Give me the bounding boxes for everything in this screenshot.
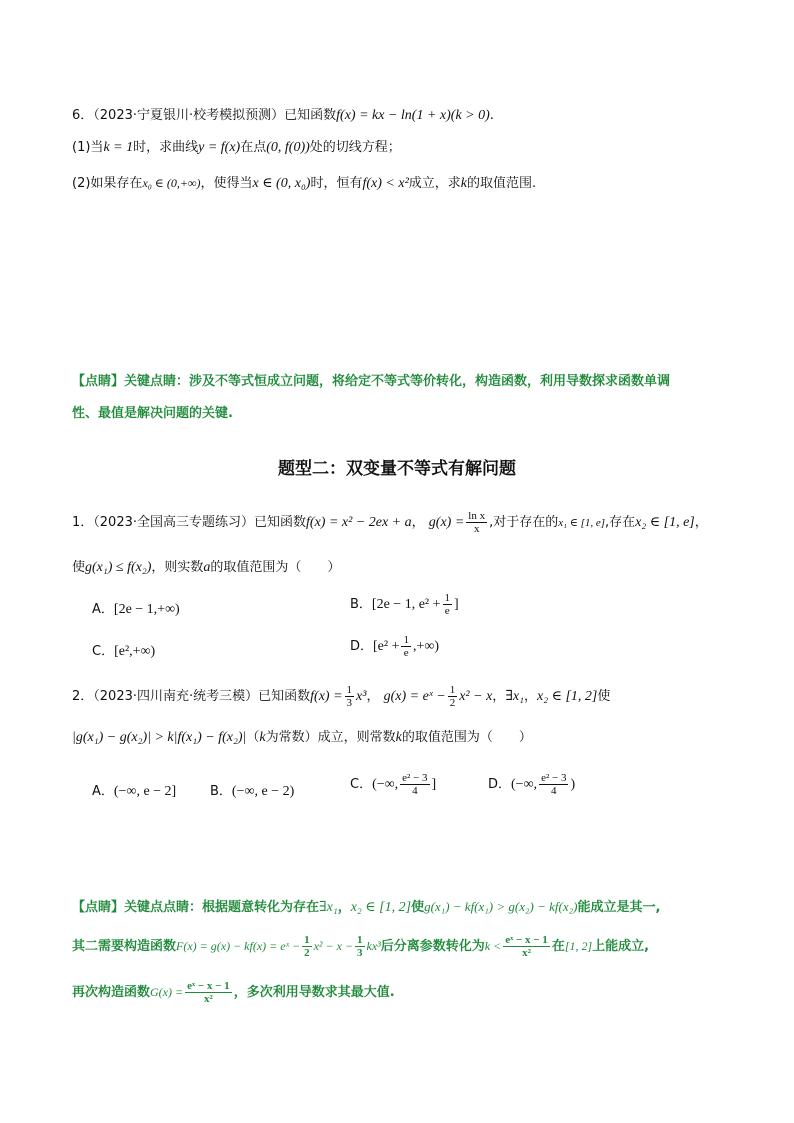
math: F(x) = g(x) − kf(x) = eˣ − [176, 939, 301, 953]
text: ， [366, 689, 380, 704]
math: ∃x₁ [319, 900, 338, 915]
math: g(x₁) ≤ f(x₂) [85, 560, 152, 575]
fraction [443, 592, 453, 617]
numerator: 1 [403, 634, 409, 646]
q6-stem [72, 104, 494, 124]
math: g(x) = eˣ − [383, 689, 446, 704]
fraction [345, 684, 355, 709]
option-text: ,+∞) [412, 639, 440, 654]
math: [1, 2] [564, 939, 593, 953]
q1-line2 [72, 556, 340, 576]
math: k [395, 730, 402, 745]
denominator: e [444, 605, 450, 617]
math: x₂ ∈ [1, e] [635, 515, 695, 530]
denominator: 3 [346, 697, 353, 709]
text: 的取值范围为（ ） [210, 560, 341, 575]
math: y = f(x) [198, 140, 241, 155]
text: 处的切线方程； [309, 140, 401, 155]
option-text: [2e − 1,+∞) [113, 602, 180, 617]
text: 为常数）成立，则常数 [265, 730, 396, 745]
fraction [401, 634, 411, 659]
denominator: 2 [449, 697, 456, 709]
text: 当 [90, 140, 104, 155]
numerator: eˣ − x − 1 [187, 980, 230, 992]
fraction [539, 772, 568, 797]
math: f(x) < x² [362, 176, 409, 191]
tip1-line1: 【点睛】关键点睛：涉及不等式恒成立问题，将给定不等式等价转化，构造函数，利用导数探求函数单调 [72, 374, 671, 389]
q6-part1 [72, 136, 401, 156]
text: 在 [551, 939, 565, 954]
numerator: 1 [357, 934, 363, 946]
q1-option-c[interactable] [92, 640, 155, 660]
q1-stem [72, 510, 708, 535]
part-label: (2) [72, 176, 91, 191]
math: x² − x [459, 689, 493, 704]
text: ， [411, 515, 425, 530]
fraction [355, 934, 365, 959]
option-label: B． [210, 784, 232, 799]
math: kx³ [366, 939, 381, 953]
option-text: [e² + [373, 639, 400, 654]
text: 使 [411, 900, 425, 915]
function-expr: f(x) = kx − ln(1 + x)(k > 0) [336, 108, 490, 123]
text: 如果存在 [90, 176, 143, 191]
text: 使 [597, 689, 611, 704]
numerator: 1 [346, 684, 353, 696]
fraction [466, 510, 487, 535]
text: 在点 [240, 140, 267, 155]
math: ∃x₁ [505, 689, 524, 704]
denominator: x [473, 523, 480, 535]
numerator: e² − 3 [402, 772, 428, 784]
math: x₂ ∈ [1, 2] [350, 900, 412, 915]
math: g(x) = [428, 515, 465, 530]
denominator: 3 [357, 947, 363, 959]
math: x₁ ∈ [1, e] [558, 517, 606, 529]
denominator: 4 [551, 785, 557, 797]
text: 的取值范围. [467, 176, 537, 191]
denominator: e [403, 647, 409, 659]
option-text: [e²,+∞) [114, 644, 156, 659]
q2-option-a[interactable] [92, 780, 176, 800]
numerator: 1 [444, 592, 450, 604]
text: 使 [72, 560, 86, 575]
option-label: A． [92, 602, 114, 617]
math: x ∈ (0, x₀) [252, 176, 311, 191]
stem-end: . [489, 108, 494, 123]
q1-option-b[interactable] [350, 592, 459, 617]
tip2-line2 [72, 934, 649, 959]
option-label: C． [350, 777, 373, 792]
text: 时，求曲线 [133, 140, 199, 155]
option-text: ] [454, 597, 459, 612]
denominator: 2 [304, 947, 310, 959]
numerator: 1 [449, 684, 456, 696]
math: G(x) = [150, 985, 184, 999]
text: 已知函数 [254, 515, 307, 530]
text: ，使得当 [200, 176, 253, 191]
math: (0, f(0)) [266, 140, 310, 155]
text: ， [694, 515, 708, 530]
math: x² − x − [313, 939, 354, 953]
text: ， [492, 689, 506, 704]
text: 其二需要构造函数 [72, 939, 177, 954]
math: k = 1 [103, 140, 134, 155]
q2-line2 [72, 726, 532, 746]
text: 能成立是其一, [577, 900, 661, 915]
fraction [448, 684, 458, 709]
numerator: eˣ − x − 1 [505, 934, 548, 946]
q2-stem [72, 684, 610, 709]
option-label: B． [350, 597, 372, 612]
text: 时，恒有 [310, 176, 363, 191]
option-label: D． [350, 639, 374, 654]
text: 再次构造函数 [72, 985, 151, 1000]
math: x³ [356, 689, 367, 704]
q6-part2 [72, 172, 536, 192]
tip2-line1 [72, 896, 660, 916]
text: ，多次利用导数求其最大值. [233, 985, 395, 1000]
q2-option-b[interactable] [210, 780, 294, 800]
question-source: （2023·四川南充·统考三模） [93, 689, 259, 704]
denominator: x² [203, 993, 213, 1005]
numerator: e² − 3 [541, 772, 567, 784]
text: 后分离参数转化为 [380, 939, 485, 954]
text: ， [337, 900, 351, 915]
option-text: (−∞, [372, 777, 399, 792]
math: f(x) = x² − 2ex + a [306, 515, 412, 530]
q2-option-d[interactable] [488, 772, 575, 797]
question-source: （2023·全国高三专题练习） [93, 515, 254, 530]
math: k [460, 176, 468, 191]
fraction [302, 934, 312, 959]
option-text: ) [570, 777, 576, 792]
math: g(x₁) − kf(x₁) > g(x₂) − kf(x₂) [424, 899, 578, 914]
option-text: (−∞, [511, 777, 538, 792]
text: ,存在 [605, 515, 636, 530]
option-text: ] [431, 777, 437, 792]
q2-option-c[interactable] [350, 772, 436, 797]
q1-option-d[interactable] [350, 634, 439, 659]
text: （ [246, 730, 260, 745]
math: a [203, 560, 211, 575]
section-title: 题型二：双变量不等式有解问题 [278, 459, 516, 479]
math: k < [484, 939, 502, 953]
option-label: D． [488, 777, 512, 792]
stem-text: 已知函数 [284, 108, 337, 123]
text: 的取值范围为（ ） [401, 730, 532, 745]
option-label: A． [92, 784, 114, 799]
q1-option-a[interactable] [92, 598, 180, 618]
text: ， [524, 689, 538, 704]
math: x₀ ∈ (0,+∞) [142, 176, 201, 190]
math: x₂ ∈ [1, 2] [537, 689, 598, 704]
math: f(x) = [310, 689, 343, 704]
text: 【点睛】关键点点睛：根据题意转化为存在 [72, 900, 320, 915]
fraction [503, 934, 550, 959]
question-number: 1． [72, 515, 94, 530]
numerator: ln x [468, 510, 486, 522]
text: ,对于存在的 [489, 515, 559, 530]
tip2-line3 [72, 980, 395, 1005]
option-text: (−∞, e − 2) [231, 784, 295, 799]
text: 上能成立, [592, 939, 650, 954]
text: ，则实数 [151, 560, 204, 575]
question-number: 6． [72, 108, 94, 123]
denominator: 4 [412, 785, 418, 797]
numerator: 1 [304, 934, 310, 946]
text: 已知函数 [258, 689, 311, 704]
denominator: x² [522, 947, 531, 959]
tip1-line2: 性、最值是解决问题的关键. [72, 406, 233, 421]
fraction [185, 980, 232, 1005]
part-label: (1) [72, 140, 91, 155]
text: 成立，求 [408, 176, 461, 191]
math: k [259, 730, 266, 745]
option-text: [2e − 1, e² + [371, 597, 441, 612]
question-number: 2． [72, 689, 94, 704]
fraction [400, 772, 429, 797]
option-text: (−∞, e − 2] [113, 784, 177, 799]
question-source: （2023·宁夏银川·校考模拟预测） [93, 108, 285, 123]
math: |g(x₁) − g(x₂)| > k|f(x₁) − f(x₂)| [72, 730, 247, 745]
option-label: C． [92, 644, 115, 659]
